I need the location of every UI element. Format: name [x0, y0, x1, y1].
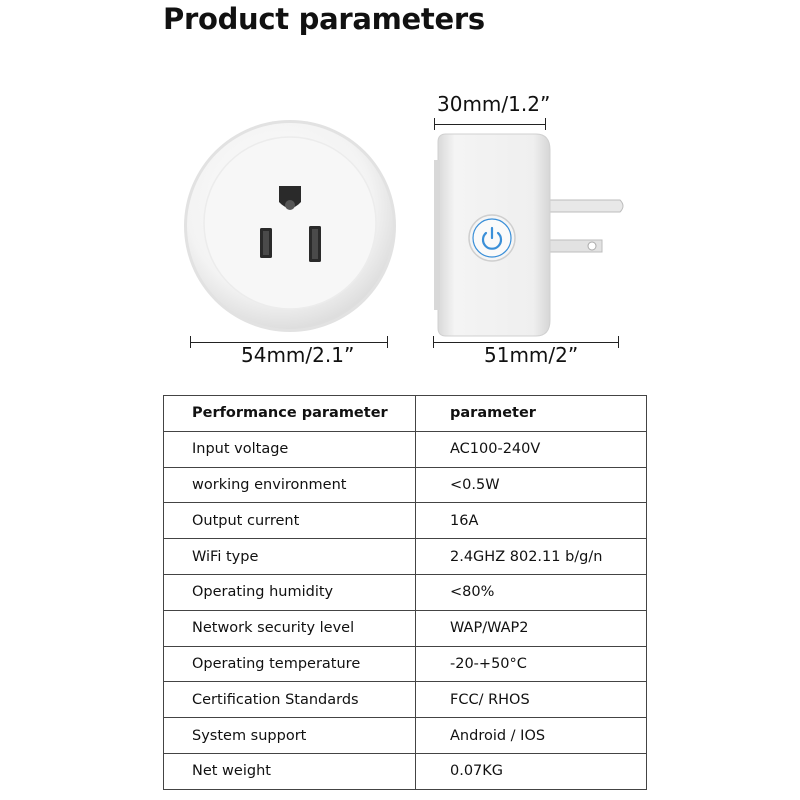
- param-name: System support: [164, 718, 416, 754]
- param-value: 16A: [416, 503, 647, 539]
- table-row: [164, 539, 647, 575]
- table-row: [164, 574, 647, 610]
- header-cell: Performance parameter: [164, 396, 416, 432]
- param-value: -20-+50°C: [416, 646, 647, 682]
- param-name: Output current: [164, 503, 416, 539]
- table-row: [164, 718, 647, 754]
- param-value: 0.07KG: [416, 753, 647, 789]
- page-title: Product parameters: [163, 2, 485, 36]
- param-name: Input voltage: [164, 431, 416, 467]
- table-row: [164, 610, 647, 646]
- table-row: [164, 467, 647, 503]
- table-row: [164, 682, 647, 718]
- table-row: [164, 753, 647, 789]
- param-name: Network security level: [164, 610, 416, 646]
- param-name: Net weight: [164, 753, 416, 789]
- table-row: [164, 503, 647, 539]
- front-width-dimension-label: 54mm/2.1”: [241, 343, 355, 367]
- plug-side-image: [430, 130, 630, 340]
- param-value: 2.4GHZ 802.11 b/g/n: [416, 539, 647, 575]
- param-name: working environment: [164, 467, 416, 503]
- param-value: <0.5W: [416, 467, 647, 503]
- plug-front-image: [175, 118, 405, 338]
- table-header-row: [164, 396, 647, 432]
- param-value: WAP/WAP2: [416, 610, 647, 646]
- param-name: Operating humidity: [164, 574, 416, 610]
- param-name: WiFi type: [164, 539, 416, 575]
- param-value: <80%: [416, 574, 647, 610]
- table-row: [164, 431, 647, 467]
- param-name: Certification Standards: [164, 682, 416, 718]
- param-name: Operating temperature: [164, 646, 416, 682]
- spec-table: [163, 395, 647, 790]
- param-value: AC100-240V: [416, 431, 647, 467]
- param-value: FCC/ RHOS: [416, 682, 647, 718]
- param-value: Android / IOS: [416, 718, 647, 754]
- depth-dimension-line: [434, 124, 546, 125]
- table-row: [164, 646, 647, 682]
- header-cell: parameter: [416, 396, 647, 432]
- side-width-dimension-label: 51mm/2”: [484, 343, 579, 367]
- depth-dimension-label: 30mm/1.2”: [437, 92, 551, 116]
